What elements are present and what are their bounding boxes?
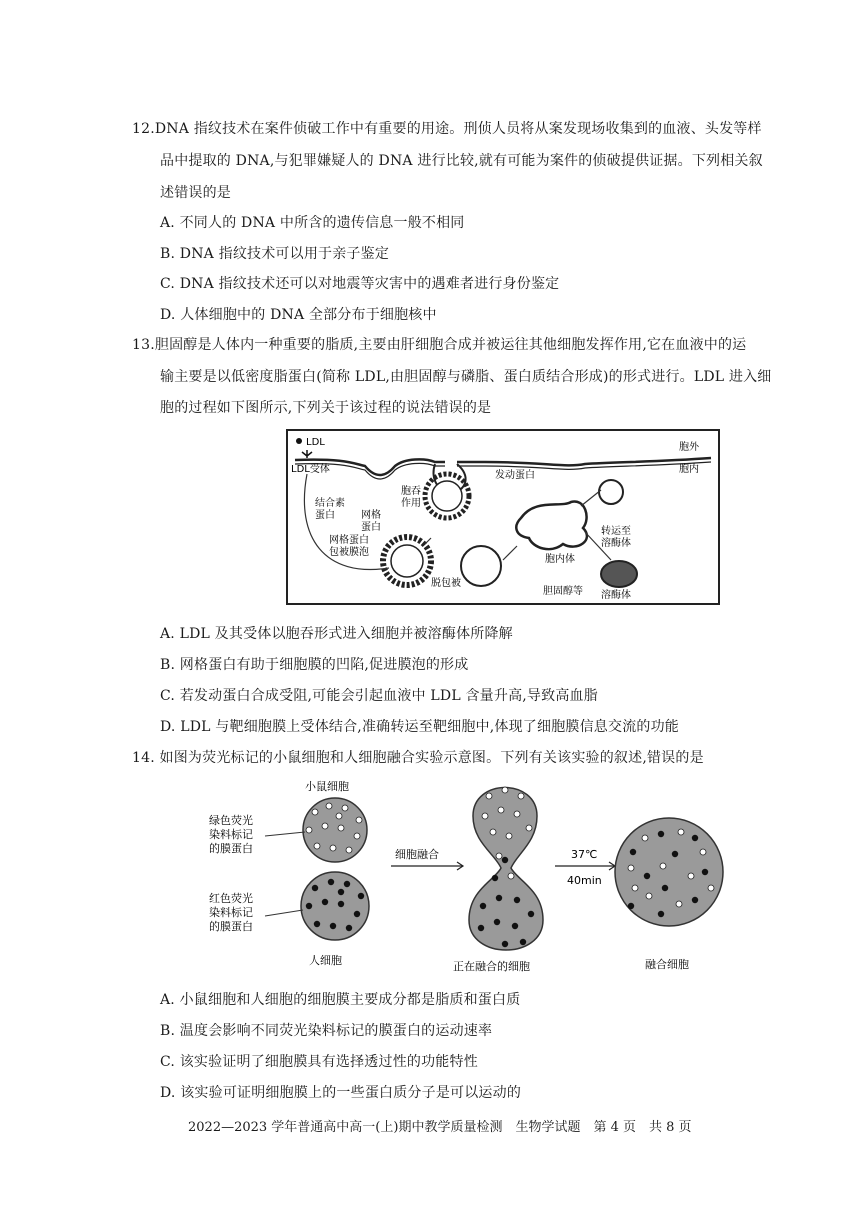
q14-option-d: D. 该实验可证明细胞膜上的一些蛋白质分子是可以运动的 bbox=[160, 1085, 522, 1101]
q12-option-a: A. 不同人的 DNA 中所含的遗传信息一般不相同 bbox=[160, 215, 465, 231]
coated-vesicle-label-2: 包被膜泡 bbox=[329, 547, 369, 558]
q13-stem-line3: 胞的过程如下图所示,下列关于该过程的说法错误的是 bbox=[160, 400, 492, 416]
fusing-cell-label: 正在融合的细胞 bbox=[453, 960, 530, 973]
q12-stem-line1: 12.DNA 指纹技术在案件侦破工作中有重要的用途。刑侦人员将从案发现场收集到的血液、头发等样 bbox=[132, 121, 762, 137]
to-lysosome-label-2: 溶酶体 bbox=[601, 538, 631, 549]
endocytosis-label-2: 作用 bbox=[401, 498, 421, 509]
q14-option-a: A. 小鼠细胞和人细胞的细胞膜主要成分都是脂质和蛋白质 bbox=[160, 992, 521, 1008]
q14-option-b: B. 温度会影响不同荧光染料标记的膜蛋白的运动速率 bbox=[160, 1023, 493, 1039]
lysosome bbox=[601, 561, 637, 587]
inside-label: 胞内 bbox=[679, 464, 699, 475]
cell-fusion-diagram bbox=[205, 776, 725, 976]
ldl-receptor-label: LDL受体 bbox=[291, 464, 330, 475]
clathrin-label-2: 蛋白 bbox=[361, 522, 381, 533]
red-label-1: 红色荧光 bbox=[209, 892, 253, 905]
red-label-3: 的膜蛋白 bbox=[209, 920, 253, 933]
endocytosis-label-1: 胞吞 bbox=[401, 486, 421, 497]
adapter-label-2: 蛋白 bbox=[315, 510, 335, 521]
clathrin-label-1: 网格 bbox=[361, 510, 381, 521]
endosome-label: 胞内体 bbox=[545, 554, 575, 565]
green-label-2: 染料标记 bbox=[209, 828, 253, 841]
q13-stem-line1: 13.胆固醇是人体内一种重要的脂质,主要由肝细胞合成并被运往其他细胞发挥作用,它在血液中的运 bbox=[132, 337, 747, 353]
q12-option-d: D. 人体细胞中的 DNA 全部分布于细胞核中 bbox=[160, 307, 437, 323]
uncoated-vesicle bbox=[461, 546, 501, 586]
cholesterol-label: 胆固醇等 bbox=[543, 586, 583, 597]
q14-option-c: C. 该实验证明了细胞膜具有选择透过性的功能特性 bbox=[160, 1054, 478, 1070]
lysosome-label: 溶酶体 bbox=[601, 590, 631, 601]
page-footer: 2022—2023 学年普通高中高一(上)期中教学质量检测 生物学试题 第 4 页 共 8 页 bbox=[188, 1120, 692, 1135]
q12-option-c: C. DNA 指纹技术还可以对地震等灾害中的遇难者进行身份鉴定 bbox=[160, 276, 560, 292]
human-cell-label: 人细胞 bbox=[309, 954, 342, 967]
coated-vesicle-label-1: 网格蛋白 bbox=[329, 535, 369, 546]
ldl-dot-icon bbox=[296, 438, 302, 444]
q12-stem-line2: 品中提取的 DNA,与犯罪嫌疑人的 DNA 进行比较,就有可能为案件的侦破提供证据。下列相关叙 bbox=[160, 153, 763, 169]
uncoating-label: 脱包被 bbox=[431, 578, 461, 589]
motor-protein-label: 发动蛋白 bbox=[495, 470, 535, 481]
q12-stem-line3: 述错误的是 bbox=[160, 185, 231, 201]
q13-option-c: C. 若发动蛋白合成受阻,可能会引起血液中 LDL 含量升高,导致高血脂 bbox=[160, 688, 598, 704]
q13-option-b: B. 网格蛋白有助于细胞膜的凹陷,促进膜泡的形成 bbox=[160, 657, 469, 673]
q13-stem-line2: 输主要是以低密度脂蛋白(简称 LDL,由胆固醇与磷脂、蛋白质结合形成)的形式进行。LDL 进入细 bbox=[160, 369, 772, 385]
q13-option-d: D. LDL 与靶细胞膜上受体结合,准确转运至靶细胞中,体现了细胞膜信息交流的功能 bbox=[160, 719, 679, 735]
mouse-cell-label: 小鼠细胞 bbox=[305, 780, 349, 793]
recycling-vesicle bbox=[599, 480, 623, 504]
q14-stem: 14. 如图为荧光标记的小鼠细胞和人细胞融合实验示意图。下列有关该实验的叙述,错误的是 bbox=[132, 750, 704, 766]
green-label-3: 的膜蛋白 bbox=[209, 842, 253, 855]
green-label-1: 绿色荧光 bbox=[209, 814, 253, 827]
q12-option-b: B. DNA 指纹技术可以用于亲子鉴定 bbox=[160, 246, 390, 262]
ldl-label: LDL bbox=[306, 437, 325, 448]
to-lysosome-label-1: 转运至 bbox=[601, 526, 631, 537]
temperature-label: 37℃ bbox=[571, 848, 598, 861]
q13-option-a: A. LDL 及其受体以胞吞形式进入细胞并被溶酶体所降解 bbox=[160, 626, 513, 642]
adapter-label-1: 结合素 bbox=[315, 498, 345, 509]
fusion-arrow-label: 细胞融合 bbox=[395, 848, 439, 861]
mouse-cell bbox=[303, 798, 367, 862]
ldl-endocytosis-diagram bbox=[285, 428, 721, 606]
outside-label: 胞外 bbox=[679, 442, 699, 453]
time-label: 40min bbox=[567, 874, 602, 887]
red-label-2: 染料标记 bbox=[209, 906, 253, 919]
fused-cell-label: 融合细胞 bbox=[645, 958, 689, 971]
